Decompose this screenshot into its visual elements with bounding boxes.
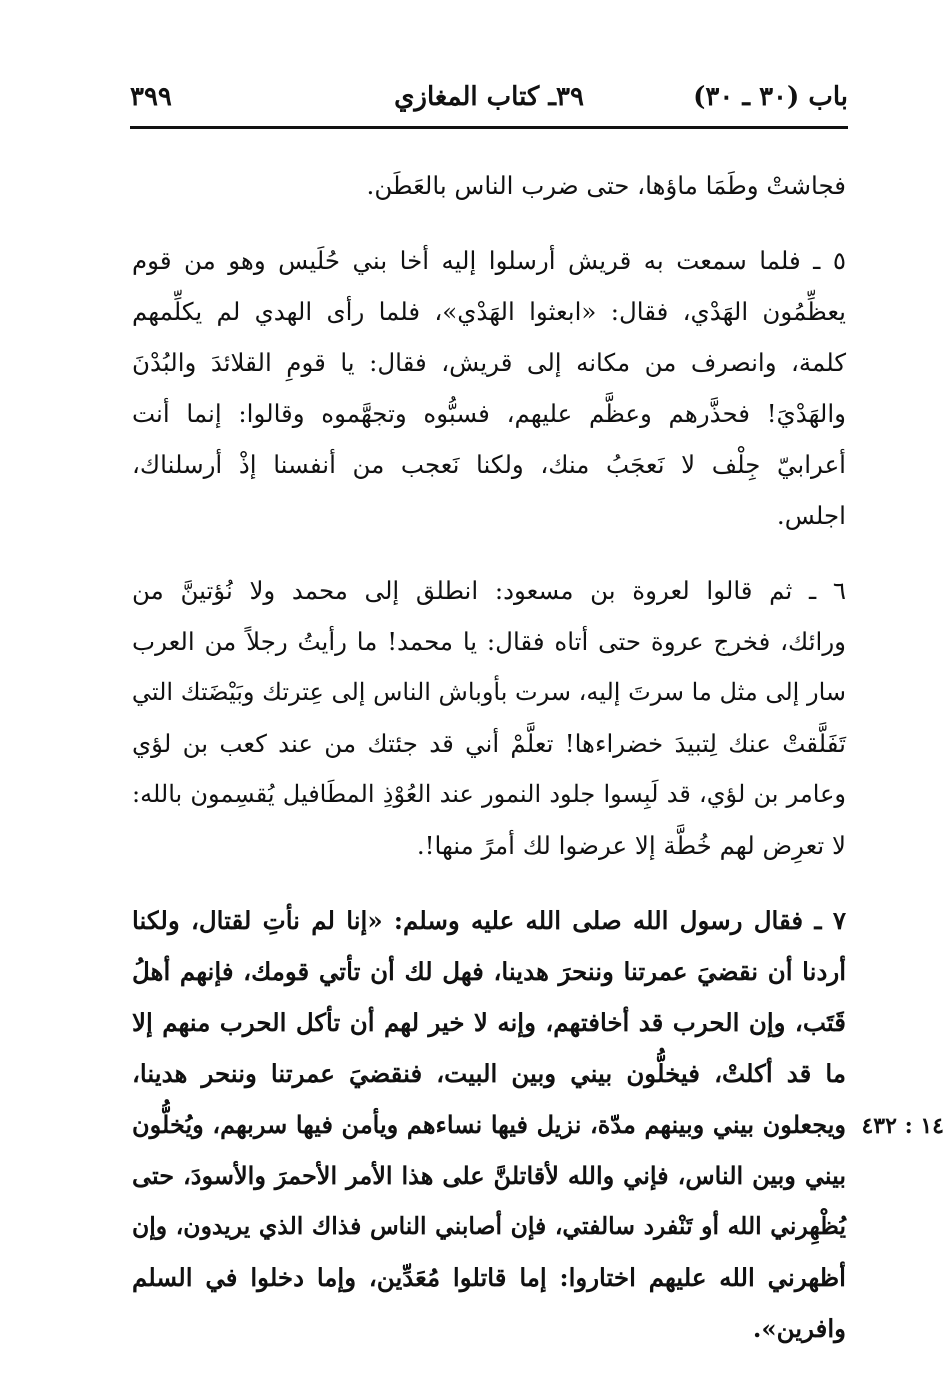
text-line: ٦ ـ ثم قالوا لعروة بن مسعود: انطلق إلى محمد ولا نُؤتينَّ من [132,576,846,605]
margin-reference: ١٤ : ٤٣٢ [861,1113,944,1139]
text-line: يُظْهِرني الله أو تَنْفرد سالفتي، فإن أصابني الناس فذاك الذي يريدون، وإن [132,1212,846,1240]
header-rule [130,126,848,129]
text-line: قَتَب، وإن الحرب قد أخافتهم، وإنه لا خير لهم أن تأكل الحرب منهم إلا [132,1008,846,1037]
paragraph [132,160,846,211]
page-body [132,160,846,1378]
book-title: ٣٩ـ كتاب المغازي [394,82,584,112]
page-header [130,76,848,124]
paragraph [132,895,846,1354]
text-line: فجاشتْ وطَمَا ماؤها، حتى ضرب الناس بالعَطَن. [366,171,846,200]
text-line: لا تعرِض لهم خُطَّة إلا عرضوا لك أمرً منها!. [416,831,846,860]
text-line: وافرين». [752,1314,846,1343]
text-line: والهَدْيَ! فحذَّرهم وعظَّم عليهم، فسبُّوه وتجهَّموه وقالوا: إنما أنت [132,399,846,428]
text-line: ورائك، فخرج عروة حتى أتاه فقال: يا محمد! ما رأيتُ رجلاً من العرب [132,627,846,656]
text-line: أعرابيّ جِلْف لا نَعجَبُ منك، ولكنا نَعجب من أنفسنا إذْ أرسلناك، [132,450,846,479]
text-line: بيني وبين الناس، فإني والله لأقاتلنَّ على هذا الأمر الأحمرَ والأسودَ، حتى [132,1161,846,1190]
text-line: ويجعلون بيني وبينهم مدّة، نزيل فيها نساءهم ويأمن فيها سربهم، ويُخلُّون [132,1110,846,1139]
paragraph [132,235,846,541]
text-line: أردنا أن نقضيَ عمرتنا وننحرَ هدينا، فهل لك أن تأتي قومك، فإنهم أهلُ [132,957,846,986]
text-line: يعظِّمُون الهَدْي، فقال: «ابعثوا الهَدْي»، فلما رأى الهدي لم يكلِّمهم [132,297,846,326]
page-number: ٣٩٩ [130,82,172,112]
text-line: سار إلى مثل ما سرتَ إليه، سرت بأوباش الناس إلى عِترتك وبَيْضَتك التي [131,678,846,706]
text-line: كلمة، وانصرف من مكانه إلى قريش، فقال: يا قومِ القلائدَ والبُدْنَ [132,348,846,377]
text-line: وعامر بن لؤي، قد لَبِسوا جلود النمور عند العُوْذِ المطَافيل يُقسِمون بالله: [132,780,846,808]
chapter-heading: باب (٣٠ ـ ٣٠) [693,82,848,112]
text-line: ما قد أكلتْ، فيخلُّون بيني وبين البيت، فنقضيَ عمرتنا وننحر هدينا، [132,1059,846,1088]
text-line: اجلس. [776,501,846,530]
text-line: ٥ ـ فلما سمعت به قريش أرسلوا إليه أخا بني حُلَيس وهو من قوم [132,246,846,275]
text-line: تَفَلَّقتْ عنك لِتبيدَ خضراءها! تعلَّمْ أني قد جئتك من عند كعب بن لؤي [132,729,846,758]
text-line: ٧ ـ فقال رسول الله صلى الله عليه وسلم: «إنا لم نأتِ لقتال، ولكنا [132,906,847,935]
text-line: أظهرني الله عليهم اختاروا: إما قاتلوا مُعَدِّين، وإما دخلوا في السلم [132,1263,846,1292]
paragraph [132,565,846,871]
